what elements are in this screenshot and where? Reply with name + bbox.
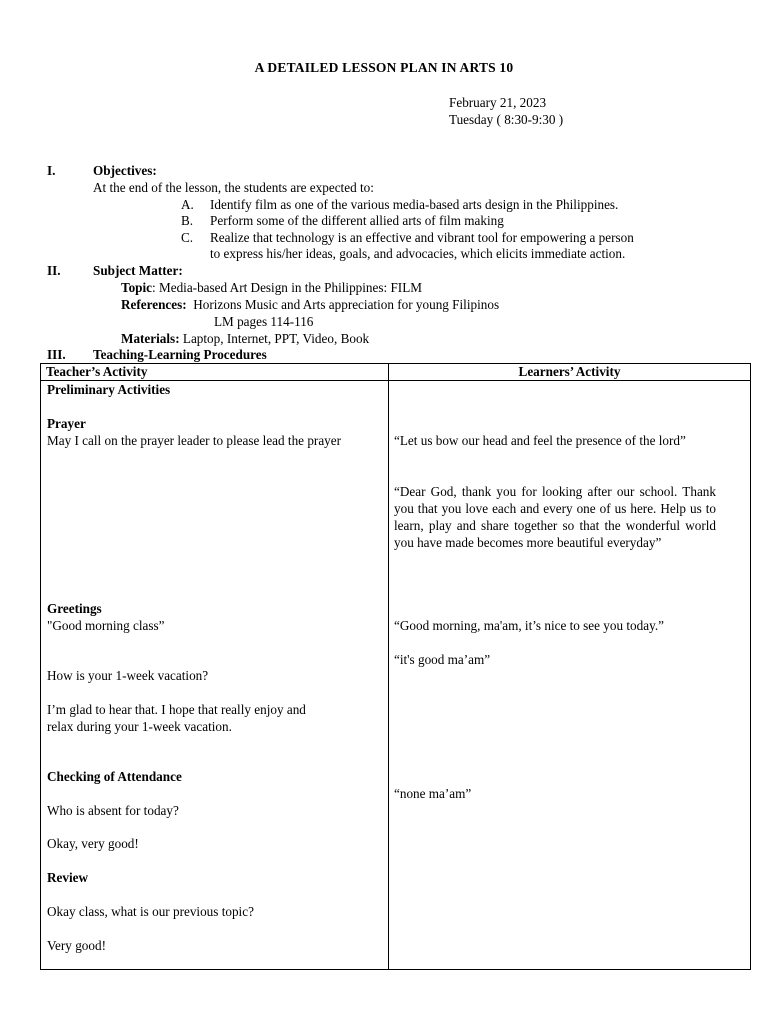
prayer-heading: Prayer xyxy=(47,416,86,431)
references-pages: LM pages 114-116 xyxy=(214,314,314,329)
vacation-reply-line2: relax during your 1-week vacation. xyxy=(47,719,232,734)
lesson-date: February 21, 2023 xyxy=(449,95,547,110)
learner-attendance-reply: “none ma’am” xyxy=(394,786,472,801)
preliminary-activities-heading: Preliminary Activities xyxy=(47,382,171,397)
review-reply: Very good! xyxy=(47,938,106,953)
objective-c-text-line2: to express his/her ideas, goals, and advocacies, which elicits immediate action. xyxy=(210,246,626,261)
materials-line xyxy=(121,330,369,347)
objectives-numeral: I. xyxy=(47,163,56,178)
subject-matter-numeral: II. xyxy=(47,263,61,278)
learner-prayer-response: “Let us bow our head and feel the presence of the lord” xyxy=(394,433,686,448)
objective-letter-c: C. xyxy=(181,230,194,245)
references-line xyxy=(121,296,499,313)
teacher-activity-cell xyxy=(41,381,389,970)
learner-vacation-reply: “it's good ma’am” xyxy=(394,652,491,667)
procedures-numeral: III. xyxy=(47,347,66,362)
learner-activity-header: Learners’ Activity xyxy=(389,364,751,381)
references-value: Horizons Music and Arts appreciation for young Filipinos xyxy=(193,297,500,312)
review-question: Okay class, what is our previous topic? xyxy=(47,904,254,919)
attendance-heading: Checking of Attendance xyxy=(47,769,182,784)
teacher-activity-header: Teacher’s Activity xyxy=(41,364,389,381)
objective-letter-a: A. xyxy=(181,197,194,212)
attendance-question: Who is absent for today? xyxy=(47,803,179,818)
attendance-reply: Okay, very good! xyxy=(47,836,139,851)
table-header-row xyxy=(41,364,751,381)
materials-label: Materials: xyxy=(121,331,180,346)
procedures-table xyxy=(40,363,751,970)
greetings-heading: Greetings xyxy=(47,601,102,616)
objective-a-text: Identify film as one of the various media-based arts design in the Philippines. xyxy=(210,197,619,212)
vacation-question: How is your 1-week vacation? xyxy=(47,668,209,683)
topic-value: : Media-based Art Design in the Philippines: FILM xyxy=(152,280,422,295)
review-heading: Review xyxy=(47,870,89,885)
subject-matter-heading: Subject Matter: xyxy=(93,263,183,278)
prayer-request-text: May I call on the prayer leader to please lead the prayer xyxy=(47,433,342,448)
teacher-greeting-text: "Good morning class” xyxy=(47,618,165,633)
objectives-intro: At the end of the lesson, the students are expected to: xyxy=(93,180,374,195)
lesson-day-time: Tuesday ( 8:30-9:30 ) xyxy=(449,112,564,127)
learner-activity-cell xyxy=(389,381,751,970)
materials-value: Laptop, Internet, PPT, Video, Book xyxy=(182,331,370,346)
procedures-heading: Teaching-Learning Procedures xyxy=(93,347,267,362)
objectives-heading: Objectives: xyxy=(93,163,157,178)
objective-b-text: Perform some of the different allied arts of film making xyxy=(210,213,504,228)
learner-greeting-reply: “Good morning, ma'am, it’s nice to see you today.” xyxy=(394,618,664,633)
table-body-row xyxy=(41,381,751,970)
objective-c-text-line1: Realize that technology is an effective and vibrant tool for empowering a person xyxy=(210,230,634,245)
vacation-reply-line1: I’m glad to hear that. I hope that really enjoy and xyxy=(47,702,306,717)
objective-letter-b: B. xyxy=(181,213,194,228)
document-title: A DETAILED LESSON PLAN IN ARTS 10 xyxy=(254,60,514,75)
topic-label: Topic xyxy=(121,280,153,295)
references-label: References: xyxy=(121,297,187,312)
learner-prayer-text: “Dear God, thank you for looking after our school. Thank you that you love each and every one of us here. Help us to learn, play and share together so that the wonderful world you have made becomes more beautiful everyday” xyxy=(394,484,716,550)
topic-line xyxy=(121,279,422,296)
